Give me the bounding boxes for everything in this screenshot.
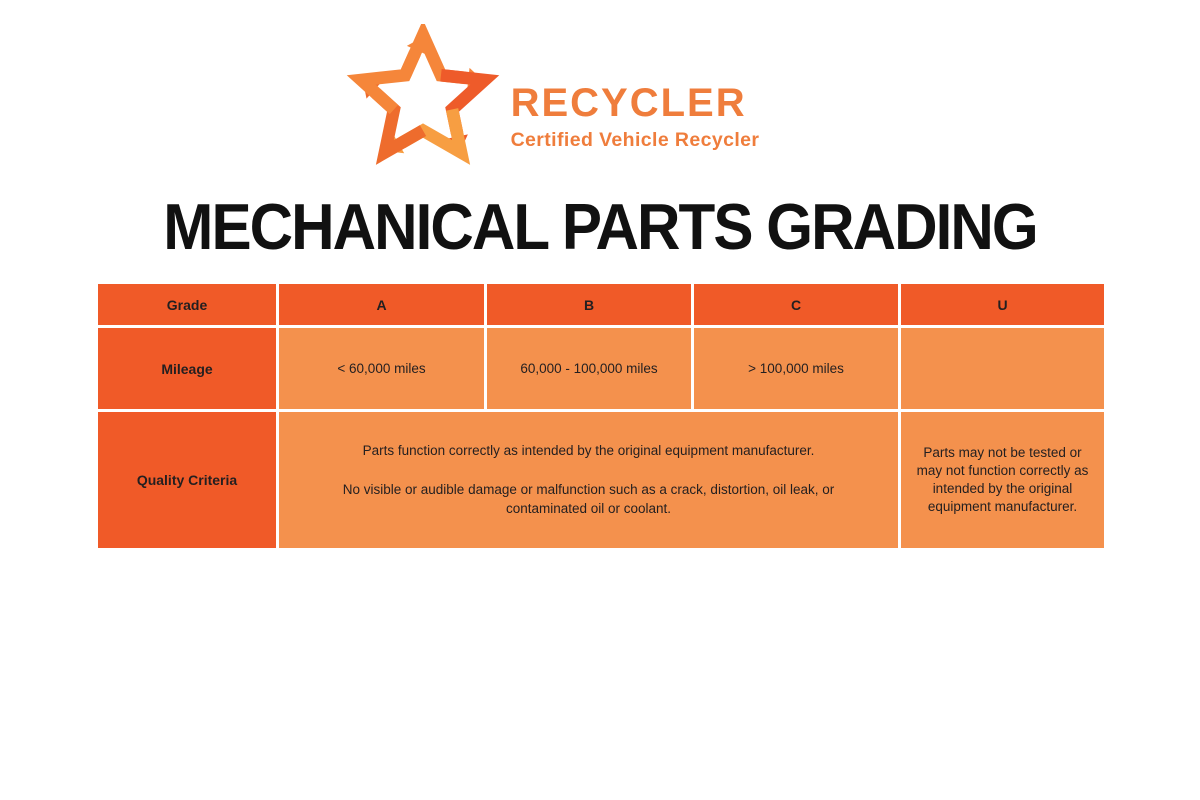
mileage-row — [97, 327, 1106, 411]
logo — [0, 24, 1152, 176]
quality-grades-abc — [278, 411, 900, 550]
quality-grade-u: Parts may not be tested or may not function correctly as intended by the original equipment manufacturer. — [900, 411, 1106, 550]
mileage-grade-c: > 100,000 miles — [693, 327, 900, 411]
quality-abc-paragraph-1: Parts function correctly as intended by the original equipment manufacturer. — [362, 443, 815, 459]
quality-abc-paragraph-2: No visible or audible damage or malfunction such as a crack, distortion, oil leak, or contaminated oil or coolant. — [342, 482, 835, 516]
header-grade: Grade — [97, 283, 278, 327]
brand-name: RECYCLER — [510, 80, 747, 125]
recycling-arrows-star-icon — [345, 24, 501, 176]
mileage-grade-a: < 60,000 miles — [278, 327, 486, 411]
mileage-grade-u — [900, 327, 1106, 411]
header-grade-b: B — [486, 283, 693, 327]
logo-text — [511, 49, 760, 152]
header-grade-u: U — [900, 283, 1106, 327]
brand-tagline: Certified Vehicle Recycler — [510, 128, 760, 151]
mileage-grade-b: 60,000 - 100,000 miles — [486, 327, 693, 411]
header-grade-c: C — [693, 283, 900, 327]
quality-criteria-row — [97, 411, 1106, 550]
grading-table — [95, 281, 1107, 551]
quality-row-label: Quality Criteria — [97, 411, 278, 550]
page-title: MECHANICAL PARTS GRADING — [163, 191, 1037, 264]
header-grade-a: A — [278, 283, 486, 327]
mileage-row-label: Mileage — [97, 327, 278, 411]
table-header-row — [97, 283, 1106, 327]
